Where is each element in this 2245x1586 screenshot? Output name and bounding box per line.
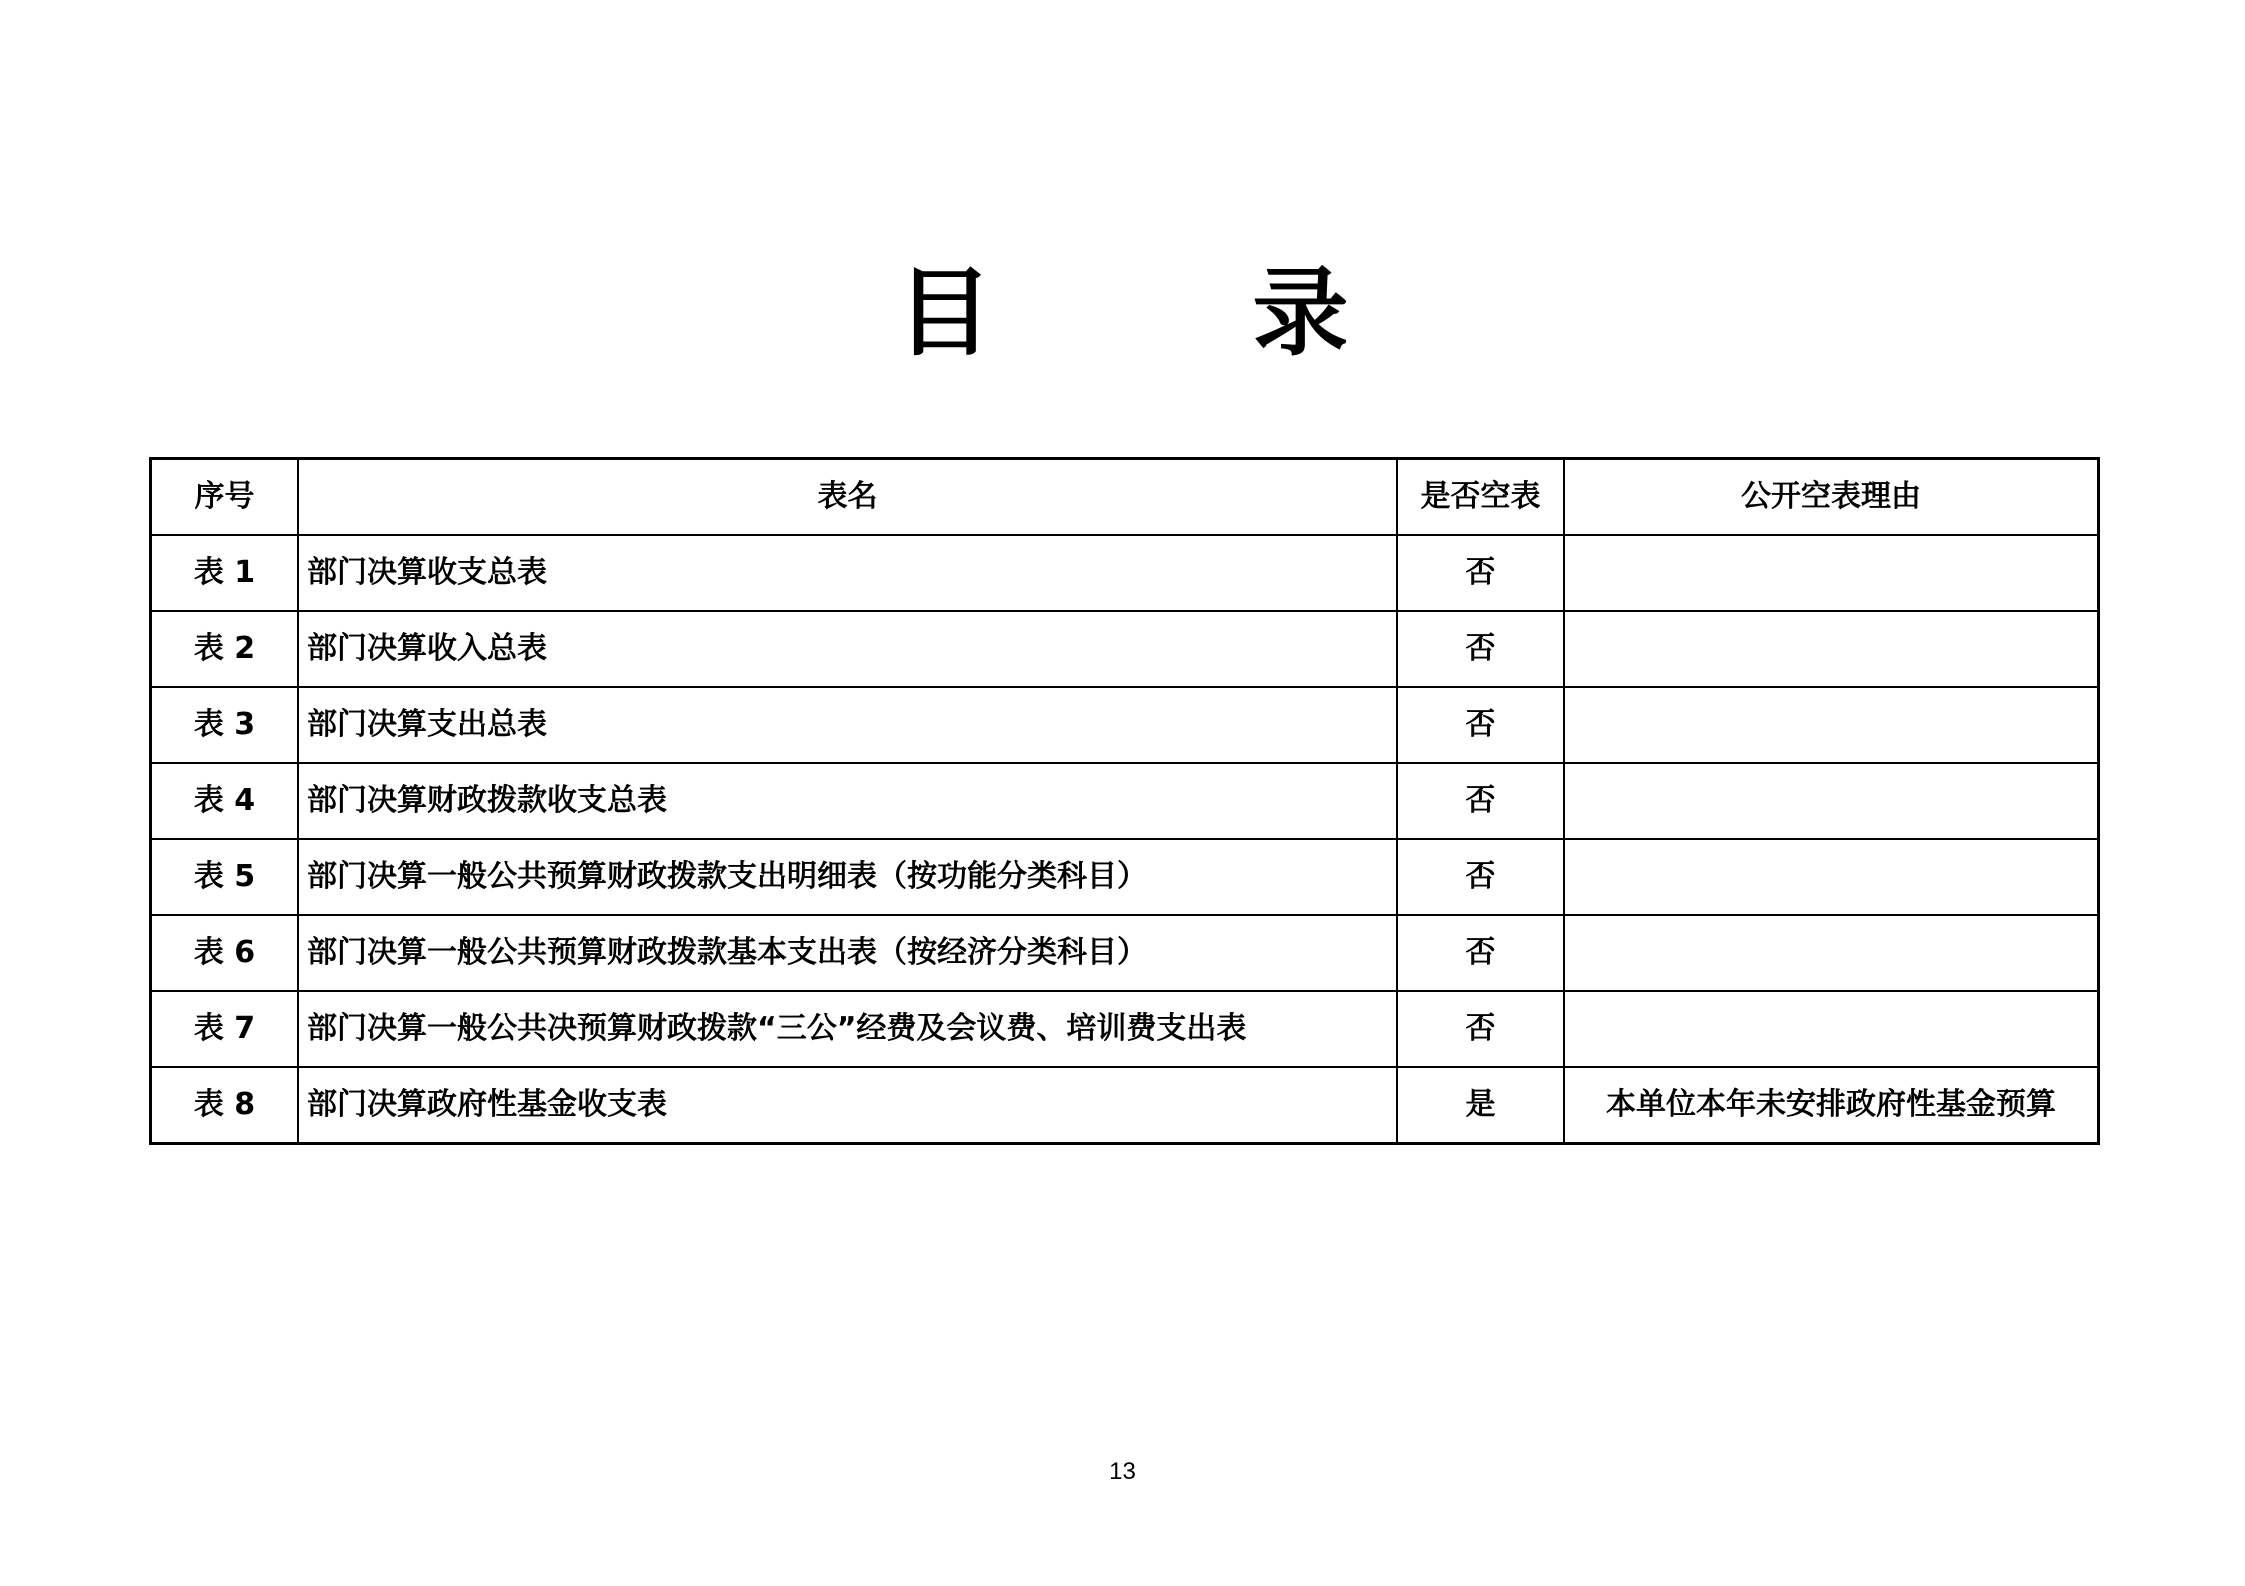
row-empty-reason [1564,763,2099,839]
row-serial-number: 表 8 [151,1067,299,1144]
row-is-empty: 否 [1397,991,1564,1067]
row-table-name: 部门决算一般公共决预算财政拨款“三公”经费及会议费、培训费支出表 [298,991,1397,1067]
table-row [151,991,2099,1067]
row-table-name: 部门决算收入总表 [298,611,1397,687]
row-empty-reason [1564,535,2099,611]
row-is-empty: 否 [1397,535,1564,611]
header-is-empty: 是否空表 [1397,459,1564,536]
row-empty-reason [1564,611,2099,687]
row-empty-reason: 本单位本年未安排政府性基金预算 [1564,1067,2099,1144]
header-table-name: 表名 [298,459,1397,536]
row-table-name: 部门决算支出总表 [298,687,1397,763]
table-row [151,687,2099,763]
row-serial-number: 表 3 [151,687,299,763]
table-row [151,611,2099,687]
row-is-empty: 否 [1397,611,1564,687]
row-table-name: 部门决算收支总表 [298,535,1397,611]
table-row [151,763,2099,839]
row-table-name: 部门决算财政拨款收支总表 [298,763,1397,839]
row-serial-number: 表 7 [151,991,299,1067]
table-row [151,1067,2099,1144]
page-title: 目 录 [896,256,1431,369]
row-table-name: 部门决算一般公共预算财政拨款支出明细表（按功能分类科目） [298,839,1397,915]
row-serial-number: 表 6 [151,915,299,991]
row-empty-reason [1564,687,2099,763]
row-is-empty: 是 [1397,1067,1564,1144]
contents-table [149,457,2100,1145]
table-row [151,535,2099,611]
row-empty-reason [1564,839,2099,915]
row-serial-number: 表 2 [151,611,299,687]
row-table-name: 部门决算政府性基金收支表 [298,1067,1397,1144]
page-number: 13 [1109,1458,1136,1485]
row-is-empty: 否 [1397,763,1564,839]
row-serial-number: 表 5 [151,839,299,915]
table-header-row [151,459,2099,536]
row-empty-reason [1564,991,2099,1067]
table-row [151,915,2099,991]
row-empty-reason [1564,915,2099,991]
row-table-name: 部门决算一般公共预算财政拨款基本支出表（按经济分类科目） [298,915,1397,991]
header-empty-reason: 公开空表理由 [1564,459,2099,536]
row-is-empty: 否 [1397,687,1564,763]
table-row [151,839,2099,915]
row-is-empty: 否 [1397,839,1564,915]
row-serial-number: 表 1 [151,535,299,611]
row-is-empty: 否 [1397,915,1564,991]
header-serial-number: 序号 [151,459,299,536]
row-serial-number: 表 4 [151,763,299,839]
